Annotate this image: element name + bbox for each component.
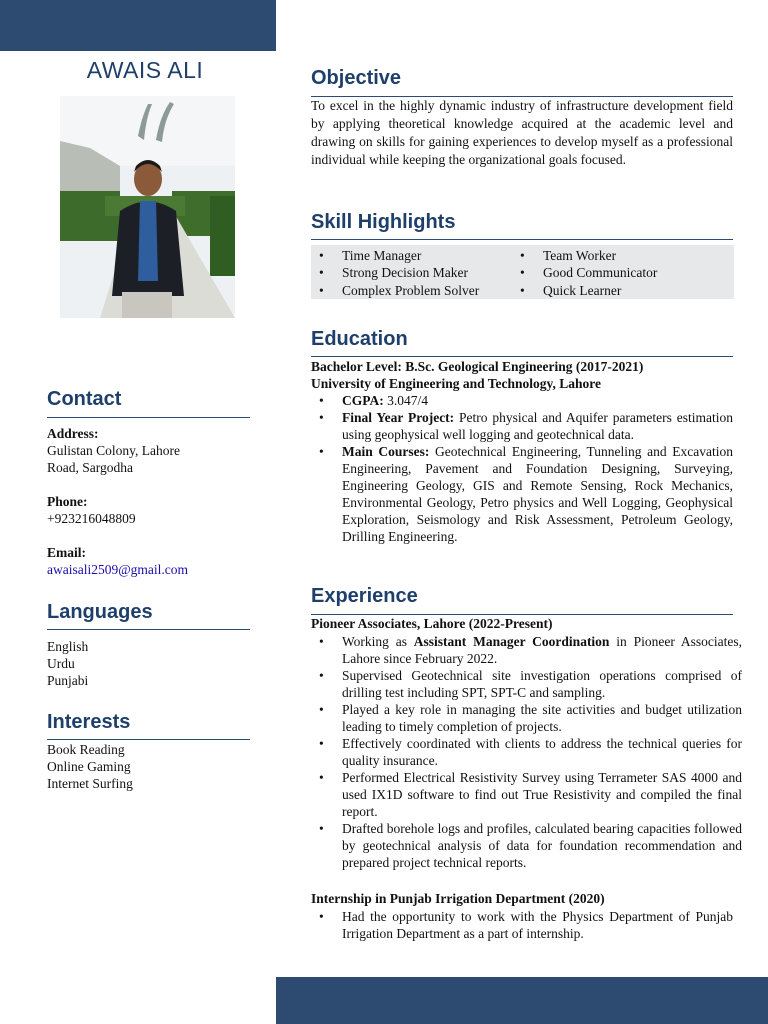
top-accent-bar <box>0 0 276 51</box>
skills-divider <box>311 239 733 240</box>
languages-divider <box>47 629 250 630</box>
objective-heading: Objective <box>311 67 402 89</box>
experience-heading: Experience <box>311 585 418 607</box>
skill-item: • Time Manager <box>311 247 511 264</box>
profile-photo <box>60 96 235 318</box>
internship-title: Internship in Punjab Irrigation Department (2020) <box>311 891 605 906</box>
language-item: Urdu <box>47 656 75 671</box>
skill-item: • Good Communicator <box>512 264 722 281</box>
job-bullet: • Had the opportunity to work with the Physics Department of Punjab Irrigation Department as a part of internship. <box>311 908 733 942</box>
education-item <box>311 409 733 443</box>
skill-item: • Strong Decision Maker <box>311 264 511 281</box>
job-bullet: • Performed Electrical Resistivity Survey using Terrameter SAS 4000 and used IX1D software to find out True Resistivity and compiled the final report. <box>311 769 742 820</box>
job-bullet: • Played a key role in managing the site activities and budget utilization leading to timely completion of projects. <box>311 701 742 735</box>
contact-heading: Contact <box>47 388 122 410</box>
education-item <box>311 443 733 545</box>
languages-heading: Languages <box>47 601 153 623</box>
education-heading: Education <box>311 328 408 350</box>
languages-list <box>47 638 247 689</box>
job-bullet: • Effectively coordinated with clients to address the technical queries for quality insurance. <box>311 735 742 769</box>
contact-details <box>47 425 247 578</box>
email-link[interactable]: awaisali2509@gmail.com <box>47 562 189 577</box>
job-bullet <box>311 633 742 667</box>
job-title: Pioneer Associates, Lahore (2022-Present) <box>311 616 553 631</box>
job-bullet: • Supervised Geotechnical site investigation operations comprised of drilling test including SPT, SPT-C and sampling. <box>311 667 742 701</box>
fyp-label: Final Year Project: <box>342 410 455 425</box>
contact-divider <box>47 417 250 418</box>
interests-divider <box>47 739 250 740</box>
address-line: Road, Sargodha <box>47 460 133 475</box>
address-line: Gulistan Colony, Lahore <box>47 443 180 458</box>
skills-list-right <box>512 247 722 299</box>
job2-bullets <box>311 908 733 942</box>
job-bullet-text: in Pioneer Associates, Lahore since February 2022. <box>342 634 743 666</box>
education-divider <box>311 356 733 357</box>
education-item <box>311 392 733 409</box>
courses-text: Geotechnical Engineering, Tunneling and Excavation Engineering, Pavement and Foundation Designing, Surveying, Engineering Geology, GIS and Remote Sensing, Rock Mechanics, Environmental Geology, Petro physics and Well Logging, Geophysical Exploration, Seismology and Risk Assessment, Petroleum Geology, Drilling Engineering. <box>342 444 733 544</box>
language-item: English <box>47 639 89 654</box>
phone-number: +923216048809 <box>47 511 136 526</box>
bottom-accent-bar <box>276 977 768 1024</box>
phone-label: Phone: <box>47 494 88 509</box>
skill-item: • Team Worker <box>512 247 722 264</box>
courses-label: Main Courses: <box>342 444 430 459</box>
skill-item: • Complex Problem Solver <box>311 282 511 299</box>
interest-item: Book Reading <box>47 742 125 757</box>
job-bullet-text: Working as <box>342 634 414 649</box>
language-item: Punjabi <box>47 673 89 688</box>
fyp-text: Petro physical and Aquifer parameters estimation using geophysical well logging and geotechnical data. <box>342 410 734 442</box>
degree-title: Bachelor Level: B.Sc. Geological Engineering (2017-2021) <box>311 359 644 374</box>
education-bullets <box>311 392 733 545</box>
email-label: Email: <box>47 545 86 560</box>
cgpa-value: 3.047/4 <box>383 393 429 408</box>
job1-bullets <box>311 633 742 871</box>
skill-item: • Quick Learner <box>512 282 722 299</box>
objective-text: To excel in the highly dynamic industry of infrastructure development field by applying theoretical knowledge acquired at the academic level and drawing on skills for gaining experiences to develop myself as a professional individual while keeping the organizational goals focused. <box>311 98 733 167</box>
interest-item: Online Gaming <box>47 759 131 774</box>
candidate-name: AWAIS ALI <box>86 57 204 83</box>
skills-heading: Skill Highlights <box>311 211 456 233</box>
cgpa-label: CGPA: <box>342 393 384 408</box>
skills-list-left <box>311 247 511 299</box>
interests-list <box>47 741 247 792</box>
interest-item: Internet Surfing <box>47 776 133 791</box>
university-name: University of Engineering and Technology, Lahore <box>311 376 602 391</box>
address-label: Address: <box>47 426 99 441</box>
interests-heading: Interests <box>47 711 131 733</box>
job-role: Assistant Manager Coordination <box>413 634 610 649</box>
job-bullet: • Drafted borehole logs and profiles, calculated bearing capacities followed by geotechnical analysis of data for foundation recommendation and prepared project technical reports. <box>311 820 742 871</box>
